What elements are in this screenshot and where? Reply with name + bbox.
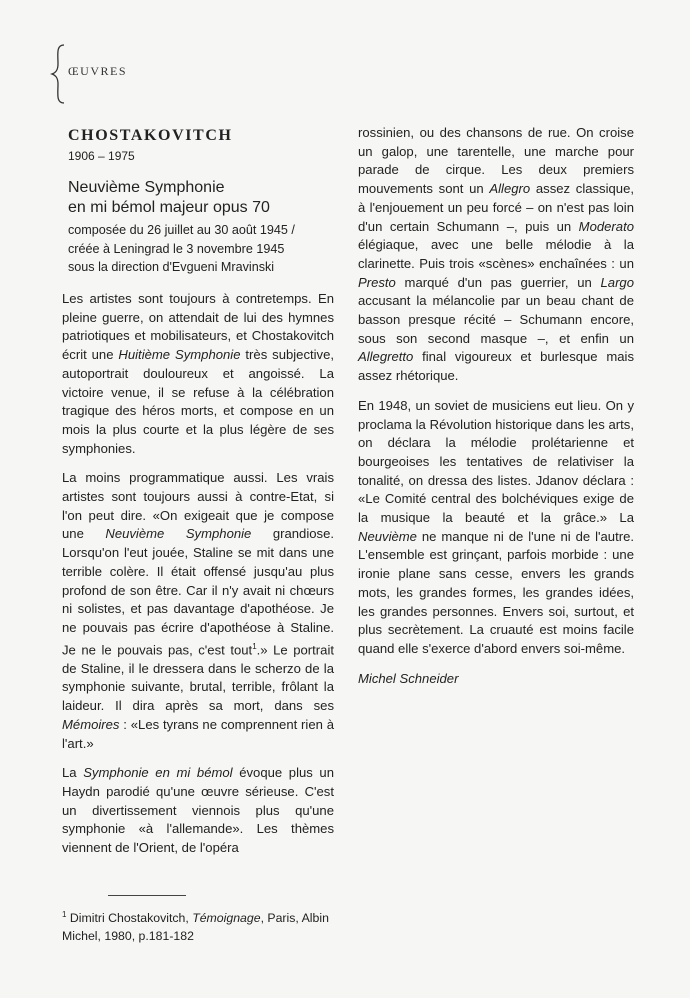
footnote — [62, 906, 352, 945]
text-run: En 1948, un soviet de musiciens eut lieu. On y proclama la Révolution historique dans les arts, on déclara la mélodie prolétarienne et bourgeoises les tentatives de relativiser la tonalité, on dressa des listes. Jdanov déclara : «Le Comité central des bolchéviques exige de la musique la beauté et la grâce.» La — [358, 397, 634, 526]
italic-text: Huitième Symphonie — [118, 347, 241, 363]
text-run: assez classique, à l'enjouement un peu forcé – on n'est pas loin d'un certain Schumann –, puis un — [358, 181, 634, 234]
italic-text: Témoignage — [192, 911, 261, 926]
paragraph — [358, 124, 634, 386]
text-run: accusant la mélancolie par un beau chant de basson presque récité – Schumann encore, sous son second masque –, et enfin un — [358, 293, 634, 346]
italic-text: Allegretto — [358, 349, 414, 365]
section-heading: ŒUVRES — [68, 64, 128, 78]
text-run: marqué d'un pas guerrier, un — [395, 274, 601, 290]
text-run: .» Le portrait de Staline, il le dressera dans le scherzo de la symphonie suivante, brutal, terrible, frôlant la laideur. Il dira après sa mort, dans ses — [62, 642, 334, 714]
work-title — [68, 178, 348, 218]
footnote-marker: 1 — [62, 910, 67, 919]
text-run: La — [62, 765, 84, 781]
paragraph — [62, 469, 334, 753]
text-run: élégiaque, avec une belle mélodie à la clarinette. Puis trois «scènes» enchaînées : un — [358, 237, 634, 271]
italic-text: Mémoires — [62, 716, 120, 732]
text-column-left — [62, 290, 334, 869]
text-run: rossinien, ou des chansons de rue. On croise un galop, une tarentelle, une marche pour parade de cirque. Les deux premiers mouvements sont un — [358, 125, 634, 197]
work-title-line: en mi bémol majeur opus 70 — [68, 199, 270, 216]
italic-text: Allegro — [489, 181, 531, 197]
text-column-right — [358, 124, 634, 699]
paragraph — [62, 764, 334, 858]
text-run: , Paris, Albin Michel, 1980, p.181-182 — [62, 911, 329, 944]
author-signature: Michel Schneider — [358, 670, 459, 686]
paragraph — [62, 290, 334, 458]
text-run: Les artistes sont toujours à contretemps. En pleine guerre, on attendait de lui des hymnes patriotiques et mobilisateurs, et Chostakovitch écrit une — [62, 291, 334, 363]
paragraph — [358, 397, 634, 659]
work-detail-line: créée à Leningrad le 3 novembre 1945 — [68, 241, 285, 256]
italic-text: Moderato — [578, 218, 634, 234]
italic-text: Neuvième — [358, 528, 417, 544]
text-run: grandiose. Lorsqu'on l'eut jouée, Staline se mit dans une terrible colère. Il était offensé jusqu'au plus profond de son être. Car il n'y avait ni chœurs ni solistes, et pas davantage d'apothéose. Je ne pouvais pas écrire d'apothéose à Staline. Je ne le pouvais pas, c'est tout — [62, 526, 334, 658]
italic-text: Symphonie en mi bémol — [83, 765, 233, 781]
composer-name: CHOSTAKOVITCH — [68, 127, 233, 144]
text-run: évoque plus un Haydn parodié qu'une œuvre sérieuse. C'est un divertissement viennois plus qu'une symphonie «à l'allemande». Les thèmes viennent de l'Orient, de l'opéra — [62, 765, 334, 856]
work-title-line: Neuvième Symphonie — [68, 179, 225, 196]
footnote-marker: 1 — [252, 641, 257, 651]
italic-text: Largo — [600, 274, 634, 290]
text-run: final vigoureux et burlesque mais assez rhétorique. — [358, 349, 634, 384]
footnote-divider — [108, 895, 186, 896]
text-run: La moins programmatique aussi. Les vrais artistes sont toujours aussi à contre-Etat, si l'on peut dire. «On exigeait que je compose une — [62, 470, 334, 542]
text-run: Dimitri Chostakovitch, — [66, 911, 193, 926]
work-detail-line: sous la direction d'Evgueni Mravinski — [68, 260, 275, 275]
text-run: très subjective, autoportrait douloureux et angoissé. La victoire venue, il se refuse à la célébration tragique des héros morts, et compose en un mois la plus courte et la plus légère de ses symphonies. — [62, 347, 335, 456]
work-detail-line: composée du 26 juillet au 30 août 1945 / — [68, 223, 295, 237]
italic-text: Presto — [358, 274, 396, 290]
composer-dates: 1906 – 1975 — [68, 149, 135, 163]
italic-text: Neuvième Symphonie — [105, 526, 252, 542]
text-run: ne manque ni de l'une ni de l'autre. L'ensemble est grinçant, parfois morbide : une ironie plane sans cesse, envers les grands mots, les grandes formes, les grandes idées, les grandes personnes. Envers soi, surtout, et plus secrètement. La cruauté est moins facile quand elle s'exerce d'abord envers soi-même. — [358, 528, 634, 656]
curly-brace-ornament — [50, 44, 66, 104]
work-details — [68, 221, 348, 277]
text-run: : «Les tyrans ne comprennent rien à l'art.» — [62, 716, 334, 751]
